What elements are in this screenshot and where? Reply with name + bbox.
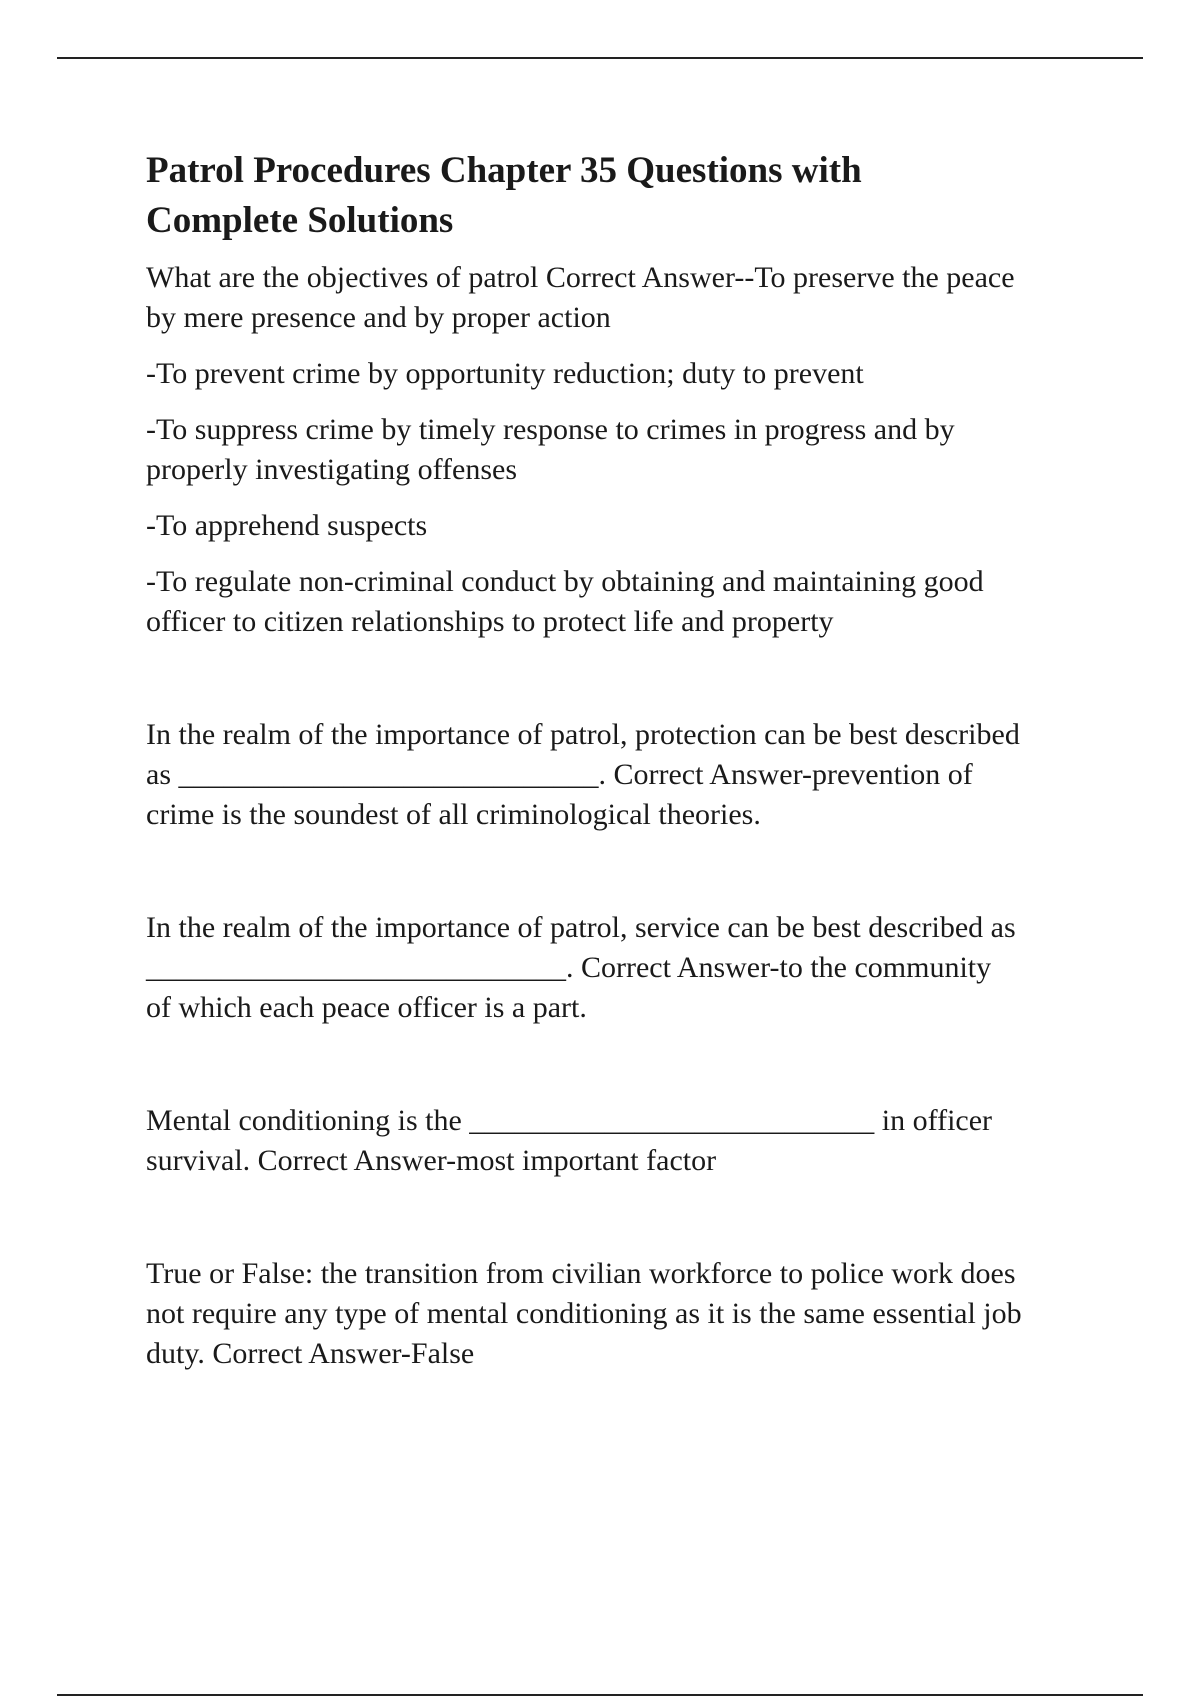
title-line: Patrol Procedures Chapter 35 Questions with: [146, 150, 862, 191]
text-line: True or False: the transition from civilian workforce to police work does: [146, 1257, 1016, 1290]
text-line: -To apprehend suspects: [146, 509, 428, 542]
text-line: officer to citizen relationships to protect life and property: [146, 605, 834, 638]
question-block-service: [146, 908, 1096, 1028]
question-block-protection: [146, 715, 1096, 835]
answer-bullet: [146, 506, 1096, 546]
bottom-rule: [57, 1694, 1143, 1696]
answer-bullet: [146, 354, 1096, 394]
text-line: crime is the soundest of all criminological theories.: [146, 798, 761, 831]
text-line: duty. Correct Answer-False: [146, 1337, 475, 1370]
text-line: In the realm of the importance of patrol, protection can be best described: [146, 718, 1020, 751]
question-block-true-false: [146, 1254, 1096, 1374]
question-block-objectives: [146, 258, 1096, 642]
text-line: as ____________________________. Correct Answer-prevention of: [146, 758, 973, 791]
answer-bullet: [146, 562, 1096, 642]
text-line: -To prevent crime by opportunity reduction; duty to prevent: [146, 357, 864, 390]
text-line: Mental conditioning is the ___________________________ in officer: [146, 1104, 993, 1137]
text-line: not require any type of mental conditioning as it is the same essential job: [146, 1297, 1022, 1330]
text-line: properly investigating offenses: [146, 453, 518, 486]
document-body: [146, 146, 1096, 1374]
answer-bullet: [146, 410, 1096, 490]
question-text: [146, 258, 1096, 338]
text-line: What are the objectives of patrol Correct Answer--To preserve the peace: [146, 261, 1015, 294]
text-line: by mere presence and by proper action: [146, 301, 611, 334]
text-line: of which each peace officer is a part.: [146, 991, 587, 1024]
document-title: [146, 146, 1096, 246]
text-line: In the realm of the importance of patrol, service can be best described as: [146, 911, 1016, 944]
text-line: ____________________________. Correct Answer-to the community: [146, 951, 992, 984]
text-line: -To regulate non-criminal conduct by obtaining and maintaining good: [146, 565, 984, 598]
text-line: -To suppress crime by timely response to crimes in progress and by: [146, 413, 955, 446]
top-rule: [57, 57, 1143, 59]
text-line: survival. Correct Answer-most important factor: [146, 1144, 717, 1177]
title-line: Complete Solutions: [146, 200, 454, 241]
question-block-mental-conditioning: [146, 1101, 1096, 1181]
